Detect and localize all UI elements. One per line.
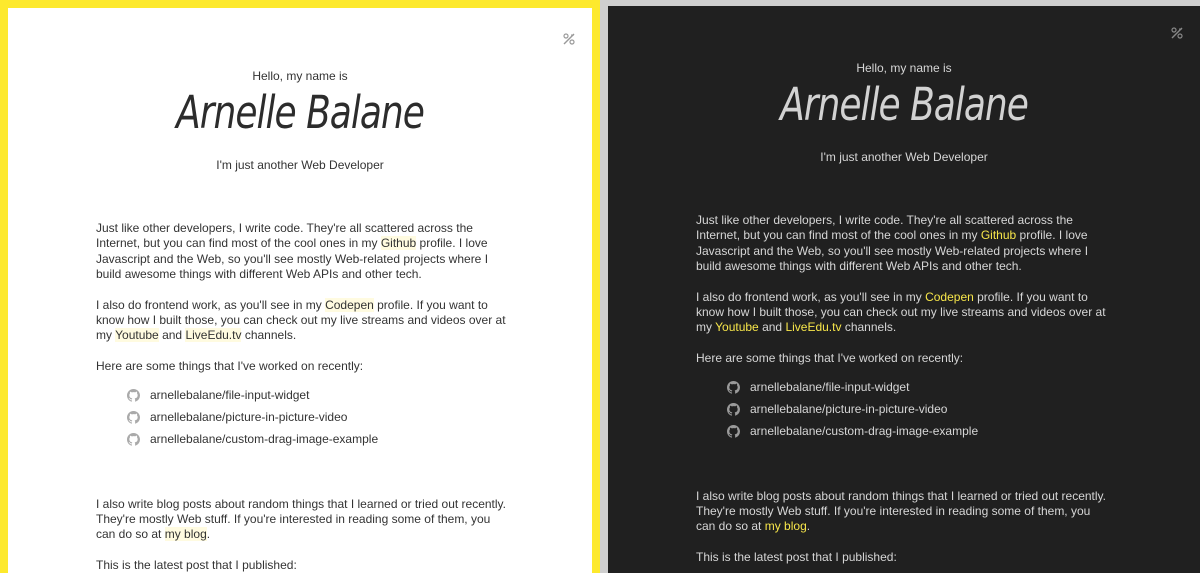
- main-content: [696, 213, 1108, 573]
- latest-post-heading: This is the latest post that I published:: [696, 550, 897, 565]
- dark-theme-panel: [600, 0, 1200, 573]
- youtube-link[interactable]: Youtube: [115, 328, 159, 343]
- blog-paragraph: I also write blog posts about random things that I learned or tried out recently. They're mostly Web stuff. If you're interested in reading some of them, you can do so at my blog.: [96, 496, 507, 542]
- worked-on-heading: Here are some things that I've worked on recently:: [696, 351, 964, 366]
- repo-link[interactable]: arnellebalane/file-input-widget: [150, 388, 310, 403]
- github-icon: [727, 381, 740, 394]
- name-title: Arnelle Balane: [176, 87, 424, 140]
- repo-list: [727, 377, 1108, 443]
- theme-toggle-icon[interactable]: [1170, 26, 1184, 40]
- name-title: Arnelle Balane: [780, 79, 1028, 132]
- repo-link[interactable]: arnellebalane/file-input-widget: [750, 380, 910, 395]
- list-item[interactable]: [727, 377, 1108, 399]
- frontend-paragraph: I also do frontend work, as you'll see in my Codepen profile. If you want to know how I built those, you can check out my live streams and videos over at my Youtube and LiveEdu.tv channels.: [696, 289, 1106, 335]
- tagline: I'm just another Web Developer: [216, 158, 384, 172]
- frontend-paragraph: I also do frontend work, as you'll see in my Codepen profile. If you want to know how I built those, you can check out my live streams and videos over at my Youtube and LiveEdu.tv channels.: [96, 297, 506, 343]
- github-icon: [727, 425, 740, 438]
- list-item[interactable]: [727, 421, 1108, 443]
- blog-link[interactable]: my blog: [164, 527, 207, 542]
- intro-paragraph: Just like other developers, I write code. They're all scattered across the Internet, but you can find most of the cool ones in my Github profile. I love Javascript and the Web, so you'll see mostly Web-related projects where I build awesome things with different Web APIs and other tech.: [96, 221, 489, 281]
- list-item[interactable]: [127, 385, 508, 407]
- list-item[interactable]: [127, 429, 508, 451]
- github-link[interactable]: Github: [980, 228, 1017, 243]
- github-icon: [127, 389, 140, 402]
- greeting: Hello, my name is: [252, 69, 348, 83]
- worked-on-heading: Here are some things that I've worked on recently:: [96, 359, 364, 374]
- latest-post-heading: This is the latest post that I published:: [96, 558, 297, 573]
- list-item[interactable]: [127, 407, 508, 429]
- intro-paragraph: Just like other developers, I write code. They're all scattered across the Internet, but you can find most of the cool ones in my Github profile. I love Javascript and the Web, so you'll see mostly Web-related projects where I build awesome things with different Web APIs and other tech.: [696, 213, 1089, 273]
- tagline: I'm just another Web Developer: [820, 150, 988, 164]
- blog-link[interactable]: my blog: [764, 519, 807, 534]
- repo-link[interactable]: arnellebalane/picture-in-picture-video: [750, 402, 948, 417]
- repo-link[interactable]: arnellebalane/custom-drag-image-example: [150, 432, 379, 447]
- repo-link[interactable]: arnellebalane/custom-drag-image-example: [750, 424, 979, 439]
- blog-paragraph: I also write blog posts about random things that I learned or tried out recently. They're mostly Web stuff. If you're interested in reading some of them, you can do so at my blog.: [696, 488, 1107, 534]
- liveedu-link[interactable]: LiveEdu.tv: [185, 328, 242, 343]
- youtube-link[interactable]: Youtube: [715, 320, 759, 335]
- github-icon: [727, 403, 740, 416]
- codepen-link[interactable]: Codepen: [925, 289, 974, 304]
- liveedu-link[interactable]: LiveEdu.tv: [785, 320, 842, 335]
- theme-toggle-icon[interactable]: [562, 32, 576, 46]
- codepen-link[interactable]: Codepen: [325, 297, 374, 312]
- greeting: Hello, my name is: [856, 61, 952, 75]
- github-icon: [127, 433, 140, 446]
- github-link[interactable]: Github: [380, 236, 417, 251]
- github-icon: [127, 411, 140, 424]
- list-item[interactable]: [727, 399, 1108, 421]
- repo-link[interactable]: arnellebalane/picture-in-picture-video: [150, 410, 348, 425]
- repo-list: [127, 385, 508, 451]
- main-content: [96, 221, 508, 573]
